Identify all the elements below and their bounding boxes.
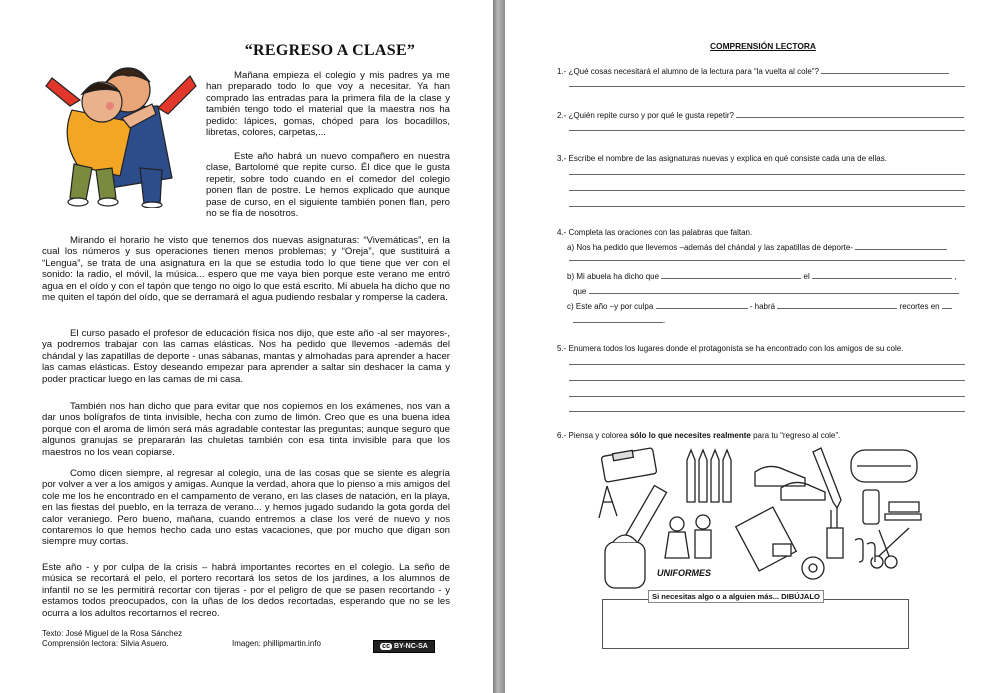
uniformes-label: UNIFORMES: [657, 568, 711, 578]
answer-line[interactable]: [569, 396, 965, 397]
story-paragraph-4: El curso pasado el profesor de educación física nos dijo, que este año -al ser mayores-, ya podremos trabajar con las camas elásticas. Nos ha pedido que llevemos -además del chándal y las zapatillas de deporte - unas sábanas, mantas y almohadas para aprender a hacer las camas elásticas. Estoy deseando empezar para aprender a saltar sin deshacer la cama y poder practicar luego en las camas de mi casa.: [42, 328, 450, 385]
story-page: [0, 0, 493, 693]
worksheet-title: COMPRENSIÓN LECTORA: [710, 41, 816, 51]
answer-line[interactable]: [661, 271, 801, 279]
question-2: 2.- ¿Quién repite curso y por qué le gusta repetir?: [557, 110, 964, 121]
credit-text-author: Texto: José Miguel de la Rosa Sánchez: [42, 629, 183, 638]
drawing-area-label: Si necesitas algo o a alguien más... DIBÚJALO: [648, 590, 824, 603]
tape-icon: [802, 557, 824, 579]
story-paragraph-3: Mirando el horario he visto que tenemos dos nuevas asignaturas: “Vivemáticas”, en la cual los números y sus operaciones tienen menos problemas; y “Oreja”, que sustituirá a “Lengua”, se trata de una asignatura en la que se estudia todo lo que tiene que ver con el sonido: la radio, el móvil, la música... espero que me vaya bien porque este verano me entró agua en el oído y con el tapón que tengo no oigo lo que está escrito. Mi abuela ha dicho que no me quiten el tapón del oído, que se derramará el agua pudiendo resbalar y romperse la cadera.: [42, 235, 450, 304]
license-label: BY-NC-SA: [393, 643, 428, 650]
backpack-icon: [605, 535, 645, 588]
sneakers-icon: [755, 466, 825, 500]
answer-line[interactable]: [569, 174, 965, 175]
story-title: “REGRESO A CLASE”: [244, 42, 416, 59]
question-4b: b) Mi abuela ha dicho que el ,: [567, 272, 957, 281]
drawing-area[interactable]: [602, 599, 909, 649]
answer-line[interactable]: [569, 206, 965, 207]
compass-icon: [599, 486, 617, 518]
question-4b-cont: que: [573, 286, 959, 297]
answer-line[interactable]: [569, 364, 965, 365]
scissors-icon: [871, 528, 909, 568]
question-3: 3.- Escribe el nombre de las asignaturas nuevas y explica en qué consiste cada una de ellas.: [557, 154, 887, 163]
question-5: 5.- Enumera todos los lugares donde el protagonista se ha encontrado con los amigos de su cole.: [557, 344, 904, 353]
children-hugging-illustration: [40, 48, 200, 208]
question-4: 4.- Completa las oraciones con las palabras que faltan.: [557, 228, 753, 237]
answer-line[interactable]: [569, 86, 965, 87]
answer-line[interactable]: [942, 301, 952, 309]
worksheet-page: [505, 0, 1004, 693]
answer-line[interactable]: [589, 286, 959, 294]
answer-line[interactable]: [821, 66, 949, 74]
answer-line[interactable]: [812, 271, 952, 279]
school-supplies-illustration: [595, 444, 925, 592]
question-1: 1.- ¿Qué cosas necesitará el alumno de la lectura para “la vuelta al cole”?: [557, 66, 949, 77]
story-paragraph-1: Mañana empieza el colegio y mis padres ya me han preparado todo lo que voy a necesitar. Ya han comprado las entradas para la primera fila de la clase y también tengo todo el material que la maestra nos ha pedido: lápices, gomas, chóped para los bocadillos, libretas, colores, carpetas,...: [206, 70, 450, 139]
answer-line[interactable]: [569, 130, 965, 131]
question-6: 6.- Piensa y colorea sólo lo que necesites realmente para tu “regreso al cole”.: [557, 431, 841, 440]
answer-line[interactable]: [573, 315, 663, 323]
uniform-kids-icon: [665, 515, 711, 558]
question-4a: a) Nos ha pedido que llevemos –además del chándal y las zapatillas de deporte-: [567, 242, 947, 253]
answer-line[interactable]: [569, 411, 965, 412]
answer-line[interactable]: [569, 190, 965, 191]
answer-line[interactable]: [656, 301, 748, 309]
sharpener-icon: [773, 544, 791, 556]
credit-image: Imagen: phillipmartin.info: [232, 639, 321, 648]
stapler-icon: [885, 502, 921, 520]
page-gutter: [493, 0, 505, 693]
glue-stick-icon: [863, 490, 879, 524]
story-paragraph-2a: [206, 151, 450, 219]
pencil-case-icon: [851, 450, 917, 482]
credit-comprehension: Comprensión lectora: Silvia Asuero.: [42, 639, 169, 648]
answer-line[interactable]: [777, 301, 897, 309]
question-4c: c) Este año –y por culpa - habrá recortes en: [567, 301, 952, 312]
question-4c-cont: .: [573, 315, 665, 326]
notebook-icon: [736, 507, 797, 571]
story-paragraph-6: Como dicen siempre, al regresar al colegio, una de las cosas que se siente es alegría por volver a ver a los amigos y amigas. Aunque la verdad, ahora que lo pienso a mis amigos del cole me los he encontrado en el campamento de verano, en las clases de natación, en la playa, en las fiestas del pueblo, en la terraza de verano... y hemos jugado sudando la gota gorda del calor veraniego. Pero bueno, mañana, cuando entremos a clase los veré de nuevo y nos contaremos lo que hemos hecho cada uno estas vacaciones, que por mucho que digan son siempre muy cortas.: [42, 468, 450, 548]
eraser-icon: [601, 448, 657, 483]
answer-line[interactable]: [569, 380, 965, 381]
answer-line[interactable]: [855, 242, 947, 250]
story-paragraph-2: Este año habrá un nuevo compañero en nuestra clase, Bartolomé que repite curso. Él dice que le gusta repetir, sobre todo cuando en el comedor del colegio ponen flan de postre. Le hemos explicado que aunque pase de curso, en el siguiente también ponen flan, pero no se fía de nosotros.: [206, 151, 450, 220]
story-paragraph-5: También nos han dicho que para evitar que nos copiemos en los exámenes, nos van a dar unos bolígrafos de tinta invisible, hecha con zumo de limón. Creo que es una buena idea porque con el aroma de limón será más agradable contestar las preguntas; aunque seguro que algunos granujas se prepararán las chuletas también con esa tinta invisible para que los maestros no los vean copiarse.: [42, 401, 450, 458]
cc-license-badge: [373, 640, 435, 653]
crayons-icon: [687, 450, 731, 502]
cc-logo: cc: [382, 643, 390, 650]
story-paragraph-7: Este año - y por culpa de la crisis – habrá importantes recortes en el colegio. La seño de música se recortará el pelo, el portero recortará los setos de los jardines, a los alumnos de infantil no se les permitirá recortar con tijeras - por el peligro de que se pasen recortando - y estamos todos preocupados, con la uñas de los dedos recortadas, esperando que no se les ocurra a los adultos recortarnos el recreo.: [42, 562, 450, 619]
pencils-cup-icon: [827, 508, 843, 558]
answer-line[interactable]: [736, 110, 964, 118]
answer-line[interactable]: [569, 260, 965, 261]
